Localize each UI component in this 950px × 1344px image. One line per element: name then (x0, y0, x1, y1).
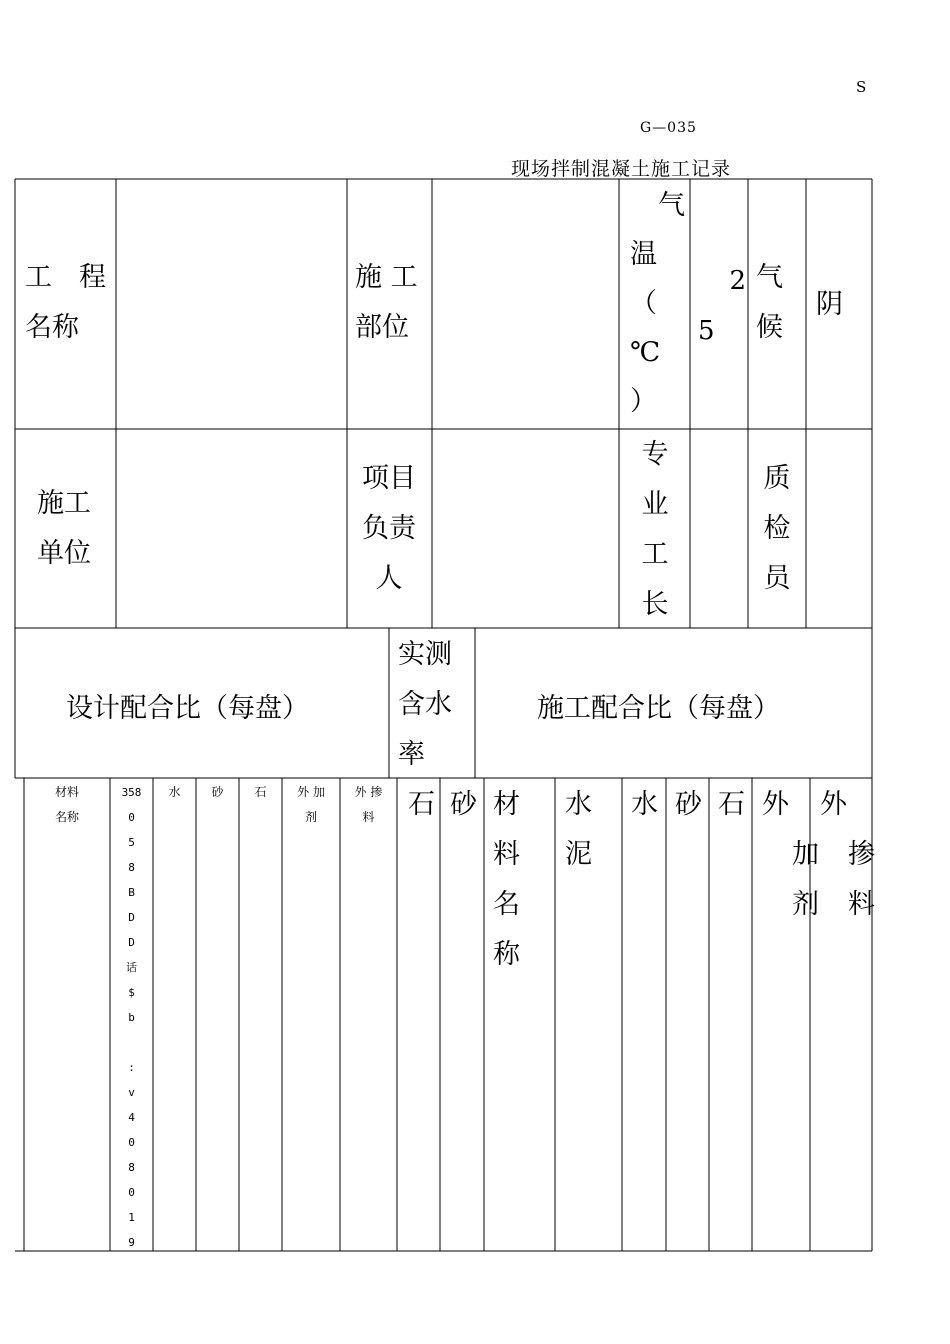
cement-big: 水 泥 (565, 789, 592, 870)
stone-big: 石 (408, 789, 435, 820)
weather-value: 阴 (816, 289, 843, 320)
admixture-small: 外 加 剂 (297, 785, 325, 824)
sand-big: 砂 (450, 789, 477, 820)
construction-ratio-label: 施工配合比（每盘） (537, 693, 780, 724)
material-name-small: 材料 名称 (54, 785, 79, 824)
water-small: 水 (168, 785, 181, 799)
corner-mark: S (856, 78, 867, 96)
water-big: 水 (631, 789, 658, 820)
foreman-label: 专 业 工 长 (641, 439, 669, 620)
stone-small: 石 (254, 785, 267, 799)
material-name-big: 材 料 名 称 (493, 789, 520, 970)
project-manager-label: 项目 负责 人 (362, 463, 416, 594)
design-ratio-label: 设计配合比（每盘） (66, 693, 309, 724)
temperature-value: 2 5 (698, 266, 746, 346)
cement-code-column: 358 0 5 8 B D D 话 $ b : v 4 0 8 0 1 9 (121, 786, 142, 1249)
quality-inspector-label: 质 检 员 (763, 463, 791, 594)
measured-moisture-label: 实测 含水 率 (398, 639, 452, 770)
admixture-big: 外 加 剂 (762, 789, 819, 920)
sand-big-2: 砂 (675, 789, 702, 820)
stone-big-2: 石 (718, 789, 745, 820)
form-code: G—035 (640, 120, 697, 136)
project-name-label: 工 程 名称 (25, 262, 106, 343)
temperature-label: 气 温 （ ℃ ） (630, 190, 685, 417)
weather-label: 气 候 (756, 262, 783, 343)
additive-big: 外 掺 料 (820, 789, 875, 920)
additive-small: 外 掺 料 (354, 785, 383, 824)
construction-unit-label: 施工 单位 (37, 488, 91, 569)
page-title: 现场拌制混凝土施工记录 (511, 158, 732, 180)
sand-small: 砂 (211, 785, 224, 799)
construction-part-label: 施 工 部位 (355, 262, 418, 343)
